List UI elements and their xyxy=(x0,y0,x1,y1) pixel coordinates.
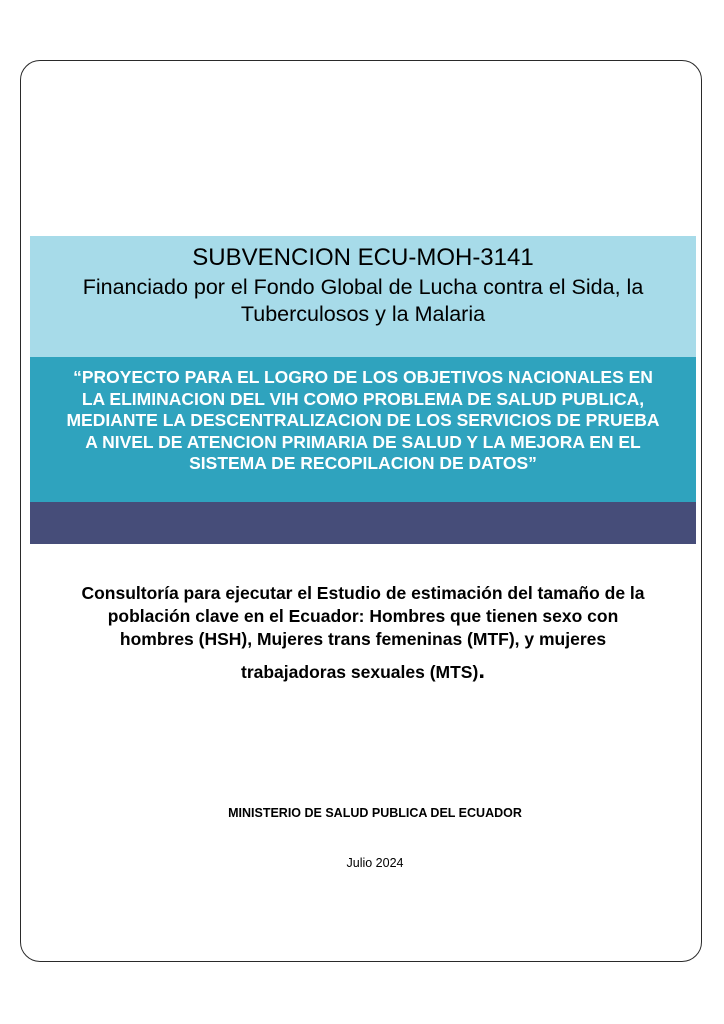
consultancy-line: hombres (HSH), Mujeres trans femeninas (MTF), y mujeres xyxy=(119,629,607,649)
consultancy-line: Consultoría para ejecutar el Estudio de estimación del tamaño de la xyxy=(81,583,645,603)
consultancy-line: trabajadoras sexuales (MTS) xyxy=(241,662,479,682)
decorative-band xyxy=(30,502,696,544)
consultancy-last-line xyxy=(30,659,696,684)
consultancy-period: . xyxy=(478,657,485,684)
grant-header-band xyxy=(30,236,696,357)
consultancy-title xyxy=(30,582,696,684)
project-title-line: SISTEMA DE RECOPILACION DE DATOS” xyxy=(189,453,537,473)
project-title-line: LA ELIMINACION DEL VIH COMO PROBLEMA DE SALUD PUBLICA, xyxy=(81,388,645,409)
document-date: Julio 2024 xyxy=(346,856,404,870)
funder-line-2: Tuberculosos y la Malaria xyxy=(240,302,486,326)
ministry-name: MINISTERIO DE SALUD PUBLICA DEL ECUADOR xyxy=(228,806,522,820)
project-title-line: A NIVEL DE ATENCION PRIMARIA DE SALUD Y LA MEJORA EN EL xyxy=(85,431,641,452)
funder-line-1: Financiado por el Fondo Global de Lucha contra el Sida, la xyxy=(82,275,644,299)
grant-title: SUBVENCION ECU-MOH-3141 xyxy=(192,244,534,271)
project-title-line: MEDIANTE LA DESCENTRALIZACION DE LOS SERVICIOS DE PRUEBA xyxy=(66,410,660,430)
project-title-line: “PROYECTO PARA EL LOGRO DE LOS OBJETIVOS NACIONALES EN xyxy=(73,367,653,387)
consultancy-line: población clave en el Ecuador: Hombres que tienen sexo con xyxy=(107,606,619,626)
project-title-band xyxy=(30,357,696,502)
